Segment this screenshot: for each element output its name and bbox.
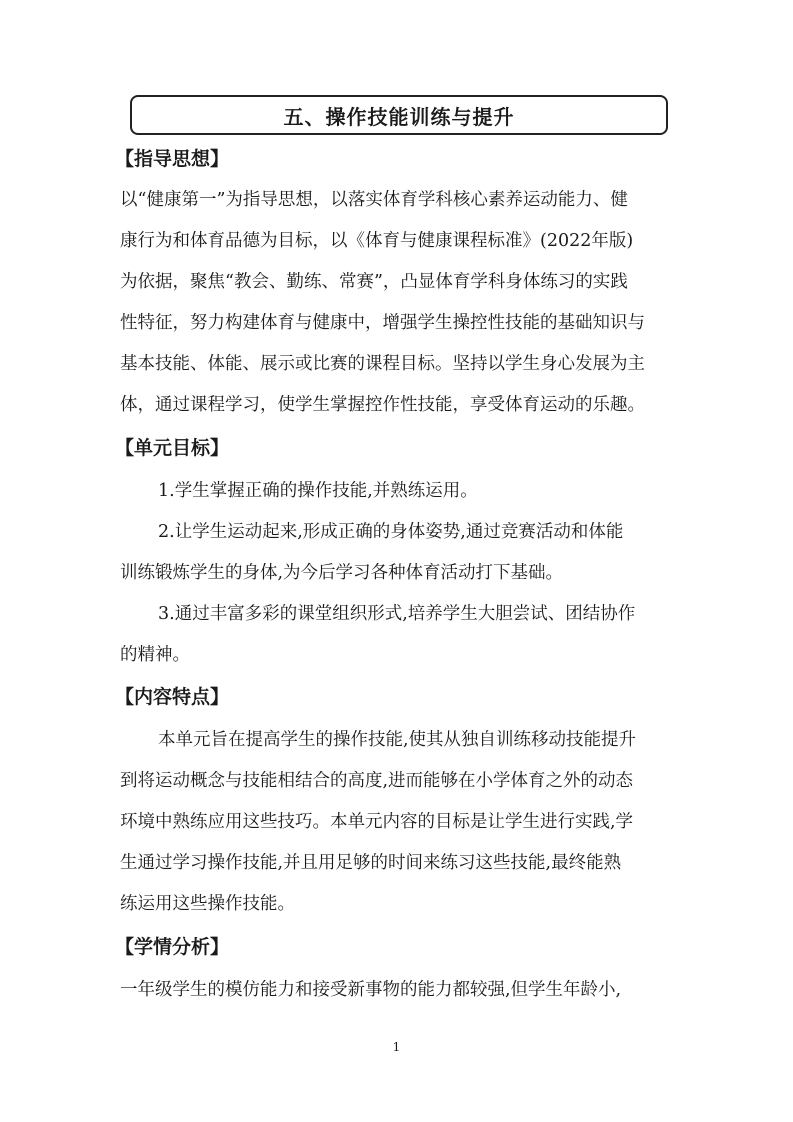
text-line: 以“健康第一”为指导思想，以落实体育学科核心素养运动能力、健: [120, 190, 628, 210]
text-line: 到将运动概念与技能相结合的高度,进而能够在小学体育之外的动态: [120, 771, 634, 791]
section-title-box: [130, 95, 668, 135]
text-line: 为依据，聚焦“教会、勤练、常赛”，凸显体育学科身体练习的实践: [120, 272, 628, 292]
text-line: 性特征，努力构建体育与健康中，增强学生操控性技能的基础知识与: [120, 313, 645, 333]
goal-item-1: 1.学生掌握正确的操作技能,并熟练运用。: [158, 481, 478, 501]
text-line: 一年级学生的模仿能力和接受新事物的能力都较强,但学生年龄小,: [120, 980, 622, 1000]
paragraph-content-features: [120, 720, 680, 925]
paragraph-learner-analysis: [120, 970, 680, 1011]
heading-content-features: 【内容特点】: [115, 686, 230, 708]
text-line: 练运用这些操作技能。: [120, 894, 295, 914]
goal-item-2: 2.让学生运动起来,形成正确的身体姿势,通过竞赛活动和体能: [158, 522, 624, 542]
heading-unit-goals: 【单元目标】: [115, 437, 230, 459]
text-line: 的精神。: [120, 645, 190, 665]
text-line: 生通过学习操作技能,并且用足够的时间来练习这些技能,最终能熟: [120, 853, 622, 873]
paragraph-unit-goals: [120, 471, 680, 676]
paragraph-guiding-ideology: [120, 180, 680, 426]
text-line: 体，通过课程学习，使学生掌握控作性技能，享受体育运动的乐趣。: [120, 395, 645, 415]
heading-guiding-ideology: 【指导思想】: [115, 148, 230, 170]
heading-learner-analysis: 【学情分析】: [115, 936, 230, 958]
section-title: 五、操作技能训练与提升: [283, 104, 515, 129]
goal-item-3: 3.通过丰富多彩的课堂组织形式,培养学生大胆尝试、团结协作: [158, 604, 636, 624]
text-line: 康行为和体育品德为目标，以《体育与健康课程标准》(2022年版): [120, 231, 634, 251]
text-line: 环境中熟练应用这些技巧。本单元内容的目标是让学生进行实践,学: [120, 812, 634, 832]
page-number: 1: [392, 1040, 401, 1054]
text-line: 训练锻炼学生的身体,为今后学习各种体育活动打下基础。: [120, 563, 564, 583]
text-line: 基本技能、体能、展示或比赛的课程目标。坚持以学生身心发展为主: [120, 354, 645, 374]
text-line: 本单元旨在提高学生的操作技能,使其从独自训练移动技能提升: [158, 730, 637, 750]
